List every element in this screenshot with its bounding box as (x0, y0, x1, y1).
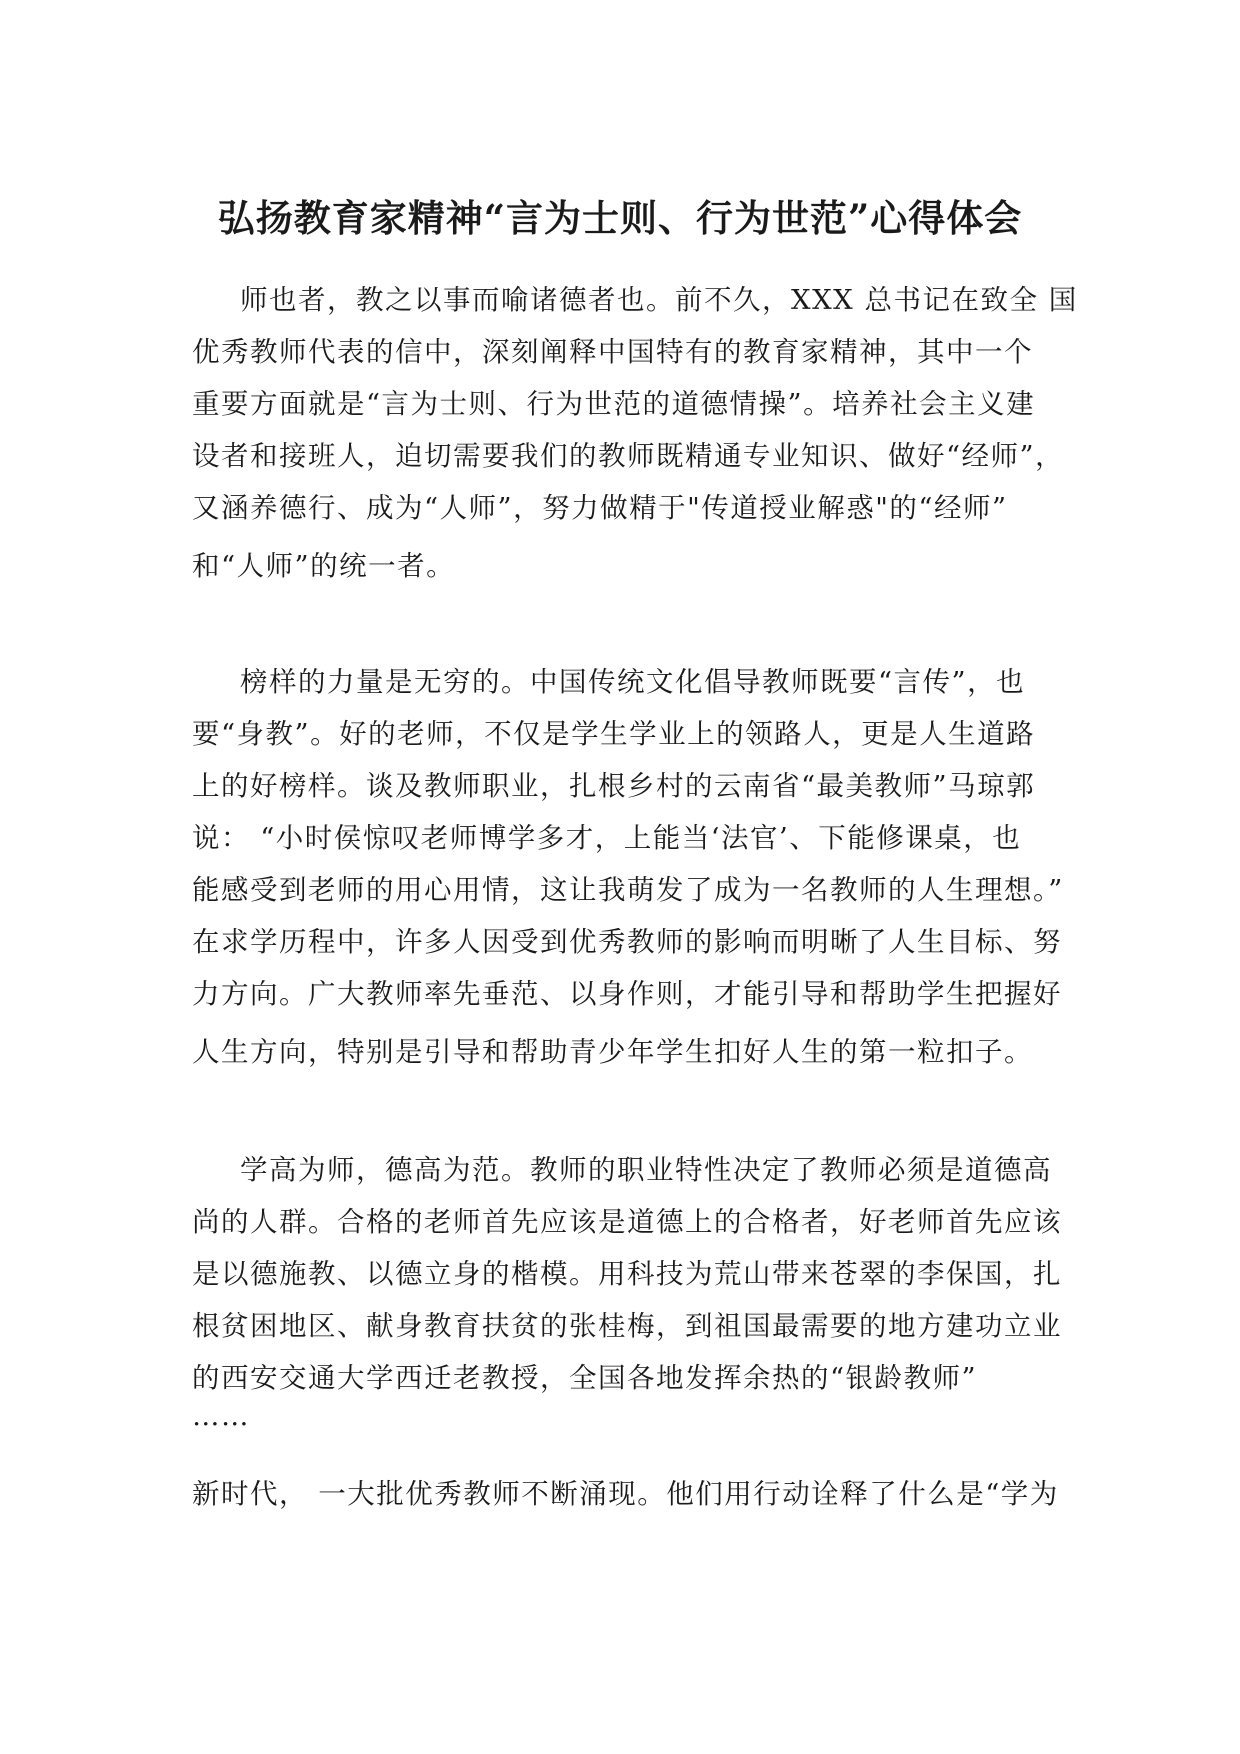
paragraph-2-line-1: 榜样的力量是无穷的。中国传统文化倡导教师既要“言传”，也 (240, 666, 1026, 698)
paragraph-1-line-3: 重要方面就是“言为士则、行为世范的道德情操”。培养社会主义建 (192, 388, 1036, 420)
paragraph-2-line-2: 要“身教”。好的老师，不仅是学生学业上的领路人，更是人生道路 (192, 718, 1036, 750)
paragraph-1-line-4: 设者和接班人，迫切需要我们的教师既精通专业知识、做好“经师”， (192, 440, 1065, 472)
document-title: 弘扬教育家精神“言为士则、行为世范”心得体会 (217, 196, 1023, 240)
paragraph-3-line-1: 学高为师，德高为范。教师的职业特性决定了教师必须是道德高 (240, 1154, 1052, 1186)
paragraph-3-line-4: 根贫困地区、献身教育扶贫的张桂梅，到祖国最需要的地方建功立业 (192, 1310, 1062, 1342)
paragraph-3-line-7: 新时代， 一大批优秀教师不断涌现。他们用行动诠释了什么是“学为 (192, 1478, 1059, 1510)
paragraph-3-line-3: 是以德施教、以德立身的楷模。用科技为荒山带来苍翠的李保国，扎 (192, 1258, 1062, 1290)
paragraph-2-line-8: 人生方向，特别是引导和帮助青少年学生扣好人生的第一粒扣子。 (192, 1036, 1033, 1068)
paragraph-2-line-6: 在求学历程中，许多人因受到优秀教师的影响而明晰了人生目标、努 (192, 926, 1062, 958)
paragraph-3-line-2: 尚的人群。合格的老师首先应该是道德上的合格者，好老师首先应该 (192, 1206, 1062, 1238)
paragraph-3-line-5: 的西安交通大学西迁老教授，全国各地发挥余热的“银龄教师” (192, 1362, 978, 1394)
paragraph-2-line-4: 说： “小时侯惊叹老师博学多才，上能当‘法官’、下能修课桌，也 (192, 822, 1022, 854)
paragraph-1-line-5: 又涵养德行、成为“人师”，努力做精于"传道授业解惑"的“经师” (192, 492, 1008, 524)
paragraph-2-line-7: 力方向。广大教师率先垂范、以身作则，才能引导和帮助学生把握好 (192, 978, 1062, 1010)
paragraph-3-line-6: …… (192, 1400, 250, 1432)
paragraph-1-line-6: 和“人师”的统一者。 (192, 550, 456, 582)
paragraph-1-line-2: 优秀教师代表的信中，深刻阐释中国特有的教育家精神，其中一个 (192, 336, 1033, 368)
paragraph-2-line-5: 能感受到老师的用心用情，这让我萌发了成为一名教师的人生理想。” (192, 874, 1064, 906)
paragraph-1-line-1: 师也者，教之以事而喻诸德者也。前不久，XXX 总书记在致全 国 (240, 284, 1078, 316)
paragraph-2-line-3: 上的好榜样。谈及教师职业，扎根乡村的云南省“最美教师”马琼郭 (192, 770, 1036, 802)
